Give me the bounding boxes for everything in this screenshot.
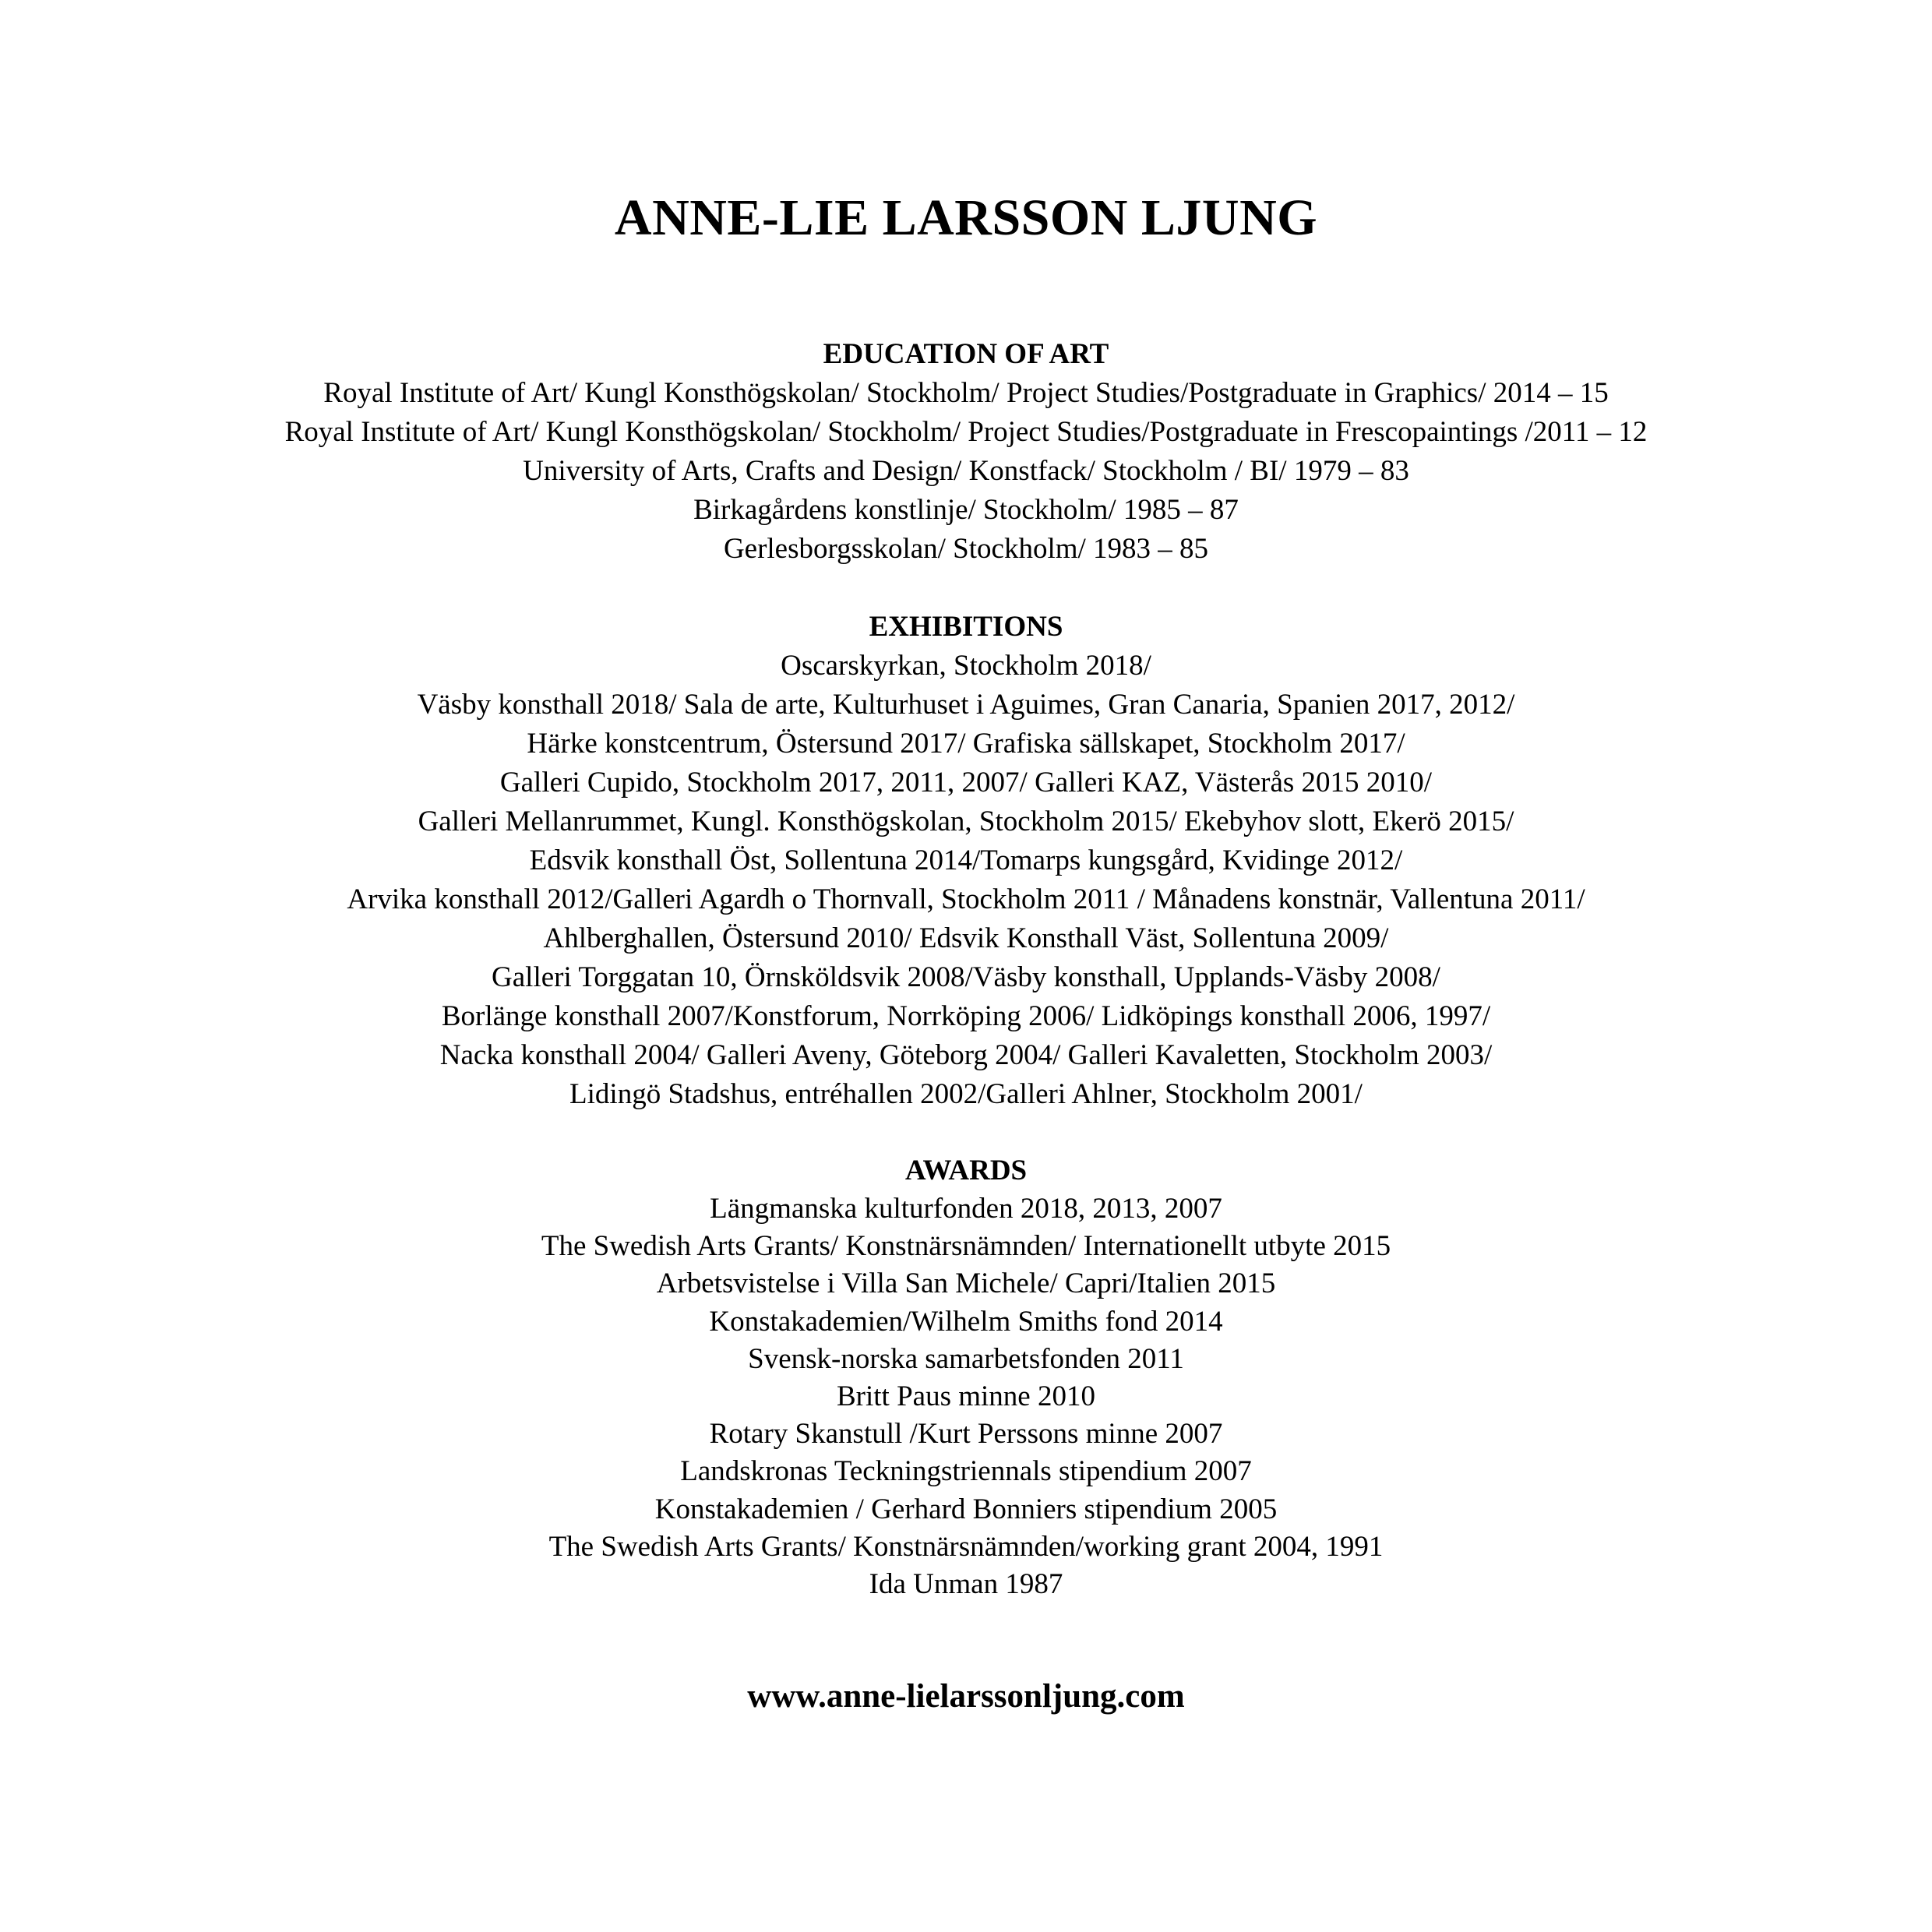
award-item: Rotary Skanstull /Kurt Perssons minne 2007 (709, 1418, 1223, 1451)
exhibitions-list (0, 647, 1932, 1114)
award-item: Konstakademien/Wilhelm Smiths fond 2014 (709, 1305, 1223, 1338)
exhibition-item: Härke konstcentrum, Östersund 2017/ Grafiska sällskapet, Stockholm 2017/ (527, 728, 1405, 760)
exhibition-item: Oscarskyrkan, Stockholm 2018/ (781, 650, 1151, 682)
award-item: Längmanska kulturfonden 2018, 2013, 2007 (710, 1193, 1222, 1225)
awards-section (0, 1151, 1932, 1603)
exhibitions-section (0, 608, 1932, 1114)
exhibition-item: Galleri Mellanrummet, Kungl. Konsthögskolan, Stockholm 2015/ Ekebyhov slott, Ekerö 2015/ (418, 806, 1514, 837)
artist-name-title: ANNE-LIE LARSSON LJUNG (614, 189, 1318, 246)
website-link[interactable]: www.anne-lielarssonljung.com (747, 1678, 1185, 1715)
exhibition-item: Edsvik konsthall Öst, Sollentuna 2014/Tomarps kungsgård, Kvidinge 2012/ (529, 844, 1403, 876)
award-item: Svensk-norska samarbetsfonden 2011 (748, 1342, 1184, 1375)
exhibition-item: Galleri Cupido, Stockholm 2017, 2011, 2007/ Galleri KAZ, Västerås 2015 2010/ (499, 767, 1433, 799)
exhibition-item: Lidingö Stadshus, entréhallen 2002/Galleri Ahlner, Stockholm 2001/ (569, 1078, 1363, 1110)
education-item: Royal Institute of Art/ Kungl Konsthögskolan/ Stockholm/ Project Studies/Postgraduate in Graphics/ 2014 – 15 (323, 377, 1609, 409)
award-item: Britt Paus minne 2010 (837, 1380, 1095, 1413)
award-item: Arbetsvistelse i Villa San Michele/ Capri/Italien 2015 (656, 1267, 1276, 1300)
exhibition-item: Ahlberghallen, Östersund 2010/ Edsvik Konsthall Väst, Sollentuna 2009/ (543, 922, 1389, 954)
award-item: Landskronas Teckningstriennals stipendium 2007 (680, 1455, 1252, 1488)
exhibition-item: Galleri Torggatan 10, Örnsköldsvik 2008/Väsby konsthall, Upplands-Väsby 2008/ (492, 961, 1440, 993)
education-item: Gerlesborgsskolan/ Stockholm/ 1983 – 85 (723, 533, 1209, 565)
exhibition-item: Borlänge konsthall 2007/Konstforum, Norrköping 2006/ Lidköpings konsthall 2006, 1997/ (441, 1000, 1491, 1032)
exhibition-item: Arvika konsthall 2012/Galleri Agardh o Thornvall, Stockholm 2011 / Månadens konstnär, Vallentuna 2011/ (347, 883, 1585, 915)
exhibition-item: Nacka konsthall 2004/ Galleri Aveny, Göteborg 2004/ Galleri Kavaletten, Stockholm 2003/ (439, 1039, 1493, 1071)
education-item: Royal Institute of Art/ Kungl Konsthögskolan/ Stockholm/ Project Studies/Postgraduate in Frescopaintings /2011 – 12 (284, 416, 1648, 448)
awards-heading: AWARDS (904, 1155, 1028, 1186)
award-item: The Swedish Arts Grants/ Konstnärsnämnden/ Internationellt utbyte 2015 (541, 1230, 1391, 1263)
exhibitions-heading: EXHIBITIONS (869, 611, 1063, 643)
education-item: University of Arts, Crafts and Design/ Konstfack/ Stockholm / BI/ 1979 – 83 (523, 455, 1409, 487)
award-item: The Swedish Arts Grants/ Konstnärsnämnden/working grant 2004, 1991 (548, 1530, 1384, 1563)
education-list (0, 374, 1932, 569)
education-item: Birkagårdens konstlinje/ Stockholm/ 1985 – 87 (693, 494, 1239, 526)
education-section (0, 335, 1932, 569)
awards-list (0, 1190, 1932, 1603)
exhibition-item: Väsby konsthall 2018/ Sala de arte, Kulturhuset i Aguimes, Gran Canaria, Spanien 2017, 2012/ (417, 689, 1515, 721)
award-item: Konstakademien / Gerhard Bonniers stipendium 2005 (654, 1493, 1278, 1525)
education-heading: EDUCATION OF ART (823, 338, 1109, 370)
award-item: Ida Unman 1987 (869, 1568, 1063, 1601)
